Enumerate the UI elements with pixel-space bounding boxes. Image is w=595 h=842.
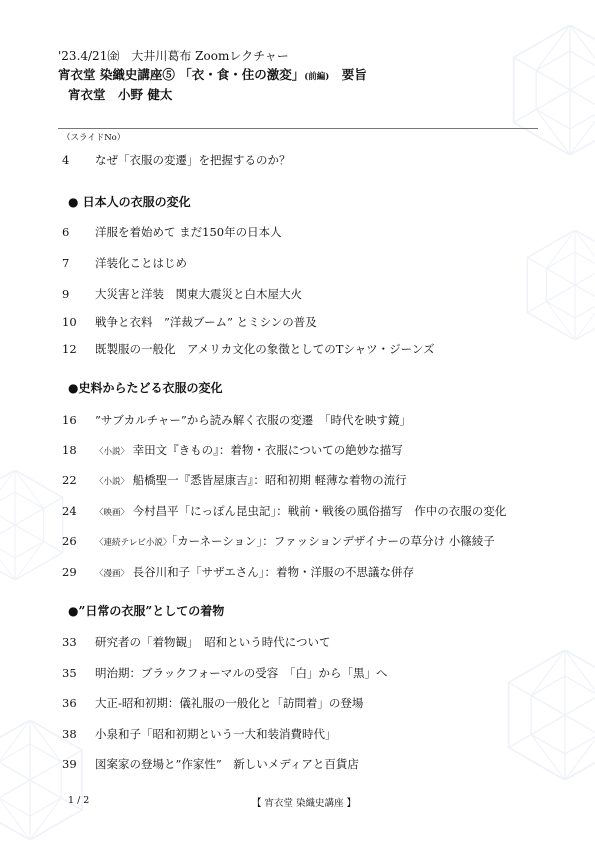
item-text: 図案家の登場と”作家性” 新しいメディアと百貨店	[95, 757, 359, 771]
item-text: 洋装化ことはじめ	[95, 256, 187, 270]
lecture-date: '23.4/21㈮	[58, 49, 120, 63]
slide-number-caption: （スライドNo）	[62, 133, 126, 143]
list-item	[62, 665, 387, 681]
list-item	[62, 472, 407, 488]
list-item	[62, 503, 506, 519]
header-date-line	[58, 47, 367, 66]
slide-number: 39	[62, 757, 77, 771]
list-item	[62, 564, 414, 580]
section-heading: ●”日常の衣服”としての着物	[68, 604, 225, 618]
title-suffix: (前編)	[304, 72, 330, 82]
lecture-name: 大井川葛布 Zoomレクチャー	[131, 49, 289, 63]
item-text: 小泉和子「昭和初期という一大和装消費時代」	[95, 727, 337, 741]
slide-number: 16	[62, 413, 77, 427]
slide-number: 22	[62, 473, 77, 487]
slide-number: 24	[62, 504, 77, 518]
slide-number: 29	[62, 565, 77, 579]
asanoha-watermark-right	[520, 230, 595, 340]
slide-number: 9	[62, 287, 70, 301]
asanoha-watermark-bottom-right	[500, 650, 595, 780]
item-text: 船橋聖一『悉皆屋康吉』：昭和初期 軽薄な着物の流行	[132, 473, 407, 487]
slide-number: 6	[62, 225, 70, 239]
slide-number: 18	[62, 443, 77, 457]
slide-number: 38	[62, 727, 77, 741]
list-item-intro	[62, 152, 291, 168]
slide-number: 7	[62, 256, 70, 270]
item-text: 戦争と衣料 ”洋裁ブーム” とミシンの普及	[95, 315, 317, 329]
item-text: 大災害と洋装 関東大震災と白木屋大火	[95, 287, 302, 301]
item-text: 研究者の「着物観」 昭和という時代について	[95, 635, 331, 649]
list-item	[62, 634, 331, 650]
page-number: 1 / 2	[68, 795, 90, 806]
genre-tag: 〈小説〉	[95, 477, 130, 487]
item-text: ”サブカルチャー”から読み解く衣服の変遷 「時代を映す鏡」	[95, 413, 412, 427]
genre-tag: 〈漫画〉	[95, 569, 130, 579]
slide-number: 26	[62, 534, 77, 548]
genre-tag: 〈小説〉	[95, 447, 130, 457]
item-text: 明治期：ブラックフォーマルの受容 「白」から「黒」へ	[95, 666, 388, 680]
slide-number: 12	[62, 342, 77, 356]
slide-number: 35	[62, 666, 77, 680]
genre-tag: 〈映画〉	[95, 508, 130, 518]
list-item	[62, 695, 363, 711]
asanoha-watermark-top-right	[505, 25, 595, 155]
item-text: 幸田文『きもの』：着物・衣服についての絶妙な描写	[132, 443, 403, 457]
list-item	[62, 412, 411, 428]
genre-tag: 〈連続テレビ小説〉	[95, 538, 172, 548]
slide-number: 4	[62, 153, 70, 167]
title-main: 宵衣堂 染織史講座⑤ 「衣・食・住の激変」	[58, 67, 305, 82]
section-heading: ● 日本人の衣服の変化	[68, 195, 191, 209]
section-heading: ●史料からたどる衣服の変化	[68, 381, 223, 395]
item-text: 「カーネーション」：ファッションデザイナーの草分け 小篠綾子	[171, 534, 495, 548]
document-title	[58, 66, 367, 86]
item-text: 洋服を着始めて まだ150年の日本人	[95, 225, 282, 239]
item-text: なぜ「衣服の変遷」を把握するのか？	[95, 153, 291, 167]
footer-title: 【 宵衣堂 染織史講座 】	[252, 798, 357, 809]
item-text: 長谷川和子「サザエさん」：着物・洋服の不思議な併存	[132, 565, 414, 579]
list-item	[62, 341, 435, 357]
slide-number: 33	[62, 635, 77, 649]
item-text: 今村昌平「にっぽん昆虫記」：戦前・戦後の風俗描写 作中の衣服の変化	[132, 504, 507, 518]
list-item	[62, 442, 403, 458]
list-item	[62, 314, 317, 330]
list-item	[62, 726, 337, 742]
asanoha-watermark-left	[0, 470, 70, 580]
title-tail: 要旨	[341, 67, 367, 82]
list-item	[62, 756, 359, 772]
header-divider	[58, 128, 538, 129]
list-item	[62, 286, 302, 302]
item-text: 既製服の一般化 アメリカ文化の象徴としてのTシャツ・ジーンズ	[95, 342, 435, 356]
list-item	[62, 255, 187, 271]
list-item	[62, 224, 282, 240]
slide-number: 10	[62, 315, 77, 329]
document-header	[58, 47, 367, 103]
slide-number: 36	[62, 696, 77, 710]
item-text: 大正-昭和初期：儀礼服の一般化と「訪問着」の登場	[95, 696, 364, 710]
author: 宵衣堂 小野 健太	[68, 87, 173, 102]
list-item	[62, 533, 495, 549]
